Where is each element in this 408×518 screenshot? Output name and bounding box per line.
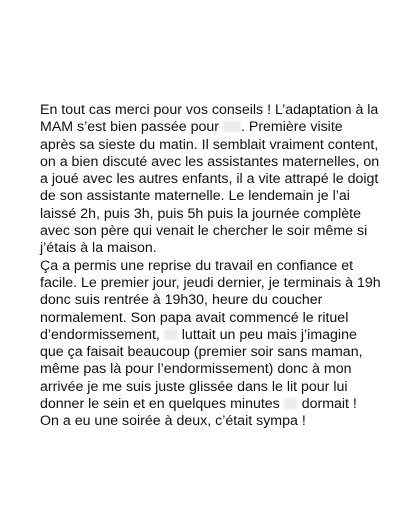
redacted-name <box>284 398 298 409</box>
text-line: Ça a permis une reprise du travail en confiance et <box>40 257 354 274</box>
text-fragment: . Première visite <box>240 119 343 136</box>
text-fragment: MAM s’est bien passée pour <box>40 119 220 136</box>
text-line: a joué avec les autres enfants, il a vite attrapé le doigt <box>40 171 379 188</box>
redacted-name <box>164 329 178 340</box>
text-fragment: dormait ! <box>301 396 357 413</box>
text-line <box>40 119 380 136</box>
text-line: j’étais à la maison. <box>40 240 157 257</box>
text-line: après sa sieste du matin. Il semblait vraiment content, <box>40 136 379 153</box>
text-line: laissé 2h, puis 3h, puis 5h puis la journée complète <box>40 205 361 222</box>
text-line <box>40 396 380 413</box>
text-line: que ça faisait beaucoup (premier soir sans maman, <box>40 344 363 361</box>
text-line <box>40 327 380 344</box>
text-line: on a bien discuté avec les assistantes maternelles, on <box>40 153 380 170</box>
text-fragment: donner le sein et en quelques minutes <box>40 396 280 413</box>
text-line: normalement. Son papa avait commencé le rituel <box>40 309 349 326</box>
redacted-name <box>223 121 241 132</box>
text-line: facile. Le premier jour, jeudi dernier, je terminais à 19h <box>40 274 381 291</box>
text-fragment: luttait un peu mais j’imagine <box>181 326 357 343</box>
text-line: En tout cas merci pour vos conseils ! L’adaptation à la <box>40 102 379 118</box>
text-line: de son assistante maternelle. Le lendemain je l’ai <box>40 188 350 205</box>
text-line: donc suis rentrée à 19h30, heure du coucher <box>40 292 323 309</box>
text-line: arrivée je me suis juste glissée dans le lit pour lui <box>40 378 348 395</box>
text-line: On a eu une soirée à deux, c’était sympa ! <box>40 413 306 430</box>
text-line: même pas là pour l’endormissement) donc à mon <box>40 361 352 378</box>
text-fragment: d’endormissement, <box>40 326 160 343</box>
text-line: avec son père qui venait le chercher le soir même si <box>40 223 368 240</box>
message-text <box>40 102 380 431</box>
